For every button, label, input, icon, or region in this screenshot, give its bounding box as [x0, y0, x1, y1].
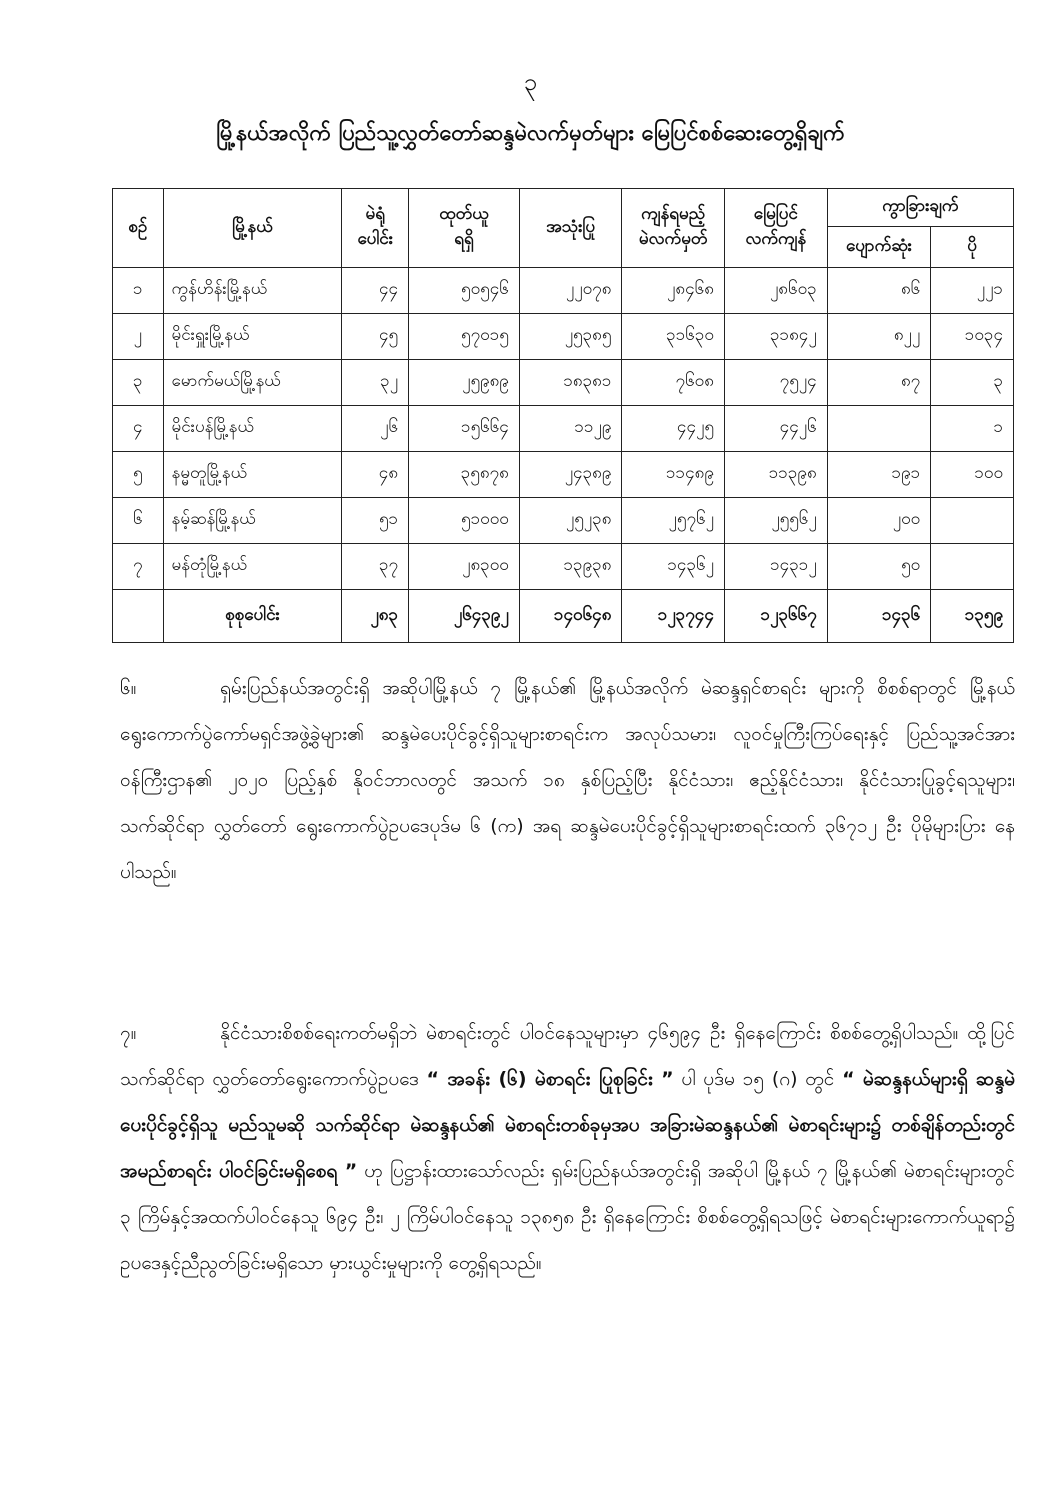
table-row [113, 268, 1014, 314]
cell-remaining: ၃၁၆၃၀ [622, 314, 725, 360]
cell-polling-total: ၃၂ [342, 360, 409, 406]
ballot-table [112, 188, 1014, 643]
cell-polling-total: ၄၈ [342, 452, 409, 498]
cell-remaining: ၄၄၂၅ [622, 406, 725, 452]
header-remaining-l2: မဲလက်မှတ် [638, 229, 708, 249]
header-remaining [622, 189, 725, 268]
cell-issued: ၃၅၈၇၈ [409, 452, 520, 498]
header-polling-total-l1: မဲရုံ [365, 204, 385, 224]
cell-remaining: ၁၄၃၆၂ [622, 544, 725, 590]
cell-township: မောက်မယ်မြို့နယ် [163, 360, 342, 406]
cell-remaining: ၂၈၄၆၈ [622, 268, 725, 314]
table-row [113, 314, 1014, 360]
cell-missing: ၅၀ [827, 544, 931, 590]
header-missing: ပျောက်ဆုံး [827, 227, 931, 268]
total-ground-remaining: ၁၂၃၆၆၇ [724, 590, 827, 643]
paragraph-7-text-b: ပါ ပုဒ်မ ၁၅ (ဂ) တွင် [681, 1068, 835, 1090]
paragraph-6-number: ၆။ [120, 677, 137, 699]
cell-issued: ၁၅၆၆၄ [409, 406, 520, 452]
cell-missing: ၈၆ [827, 268, 931, 314]
cell-no: ၃ [113, 360, 164, 406]
cell-township: နမ္မတူမြို့နယ် [163, 452, 342, 498]
total-remaining: ၁၂၃၇၄၄ [622, 590, 725, 643]
cell-ground-remaining: ၁၁၃၉၈ [724, 452, 827, 498]
cell-missing: ၁၉၁ [827, 452, 931, 498]
total-blank-cell [113, 590, 164, 643]
cell-township: နမ့်ဆန်မြို့နယ် [163, 498, 342, 544]
cell-excess: ၂၂၁ [931, 268, 1014, 314]
cell-used: ၁၁၂၉ [519, 406, 622, 452]
cell-no: ၅ [113, 452, 164, 498]
page-title: မြို့နယ်အလိုက် ပြည်သူ့လွှတ်တော်ဆန္ဒမဲလက်မှတ်များ မြေပြင်စစ်ဆေးတွေ့ရှိချက် [216, 121, 845, 146]
cell-ground-remaining: ၄၄၂၆ [724, 406, 827, 452]
cell-used: ၂၂၀၇၈ [519, 268, 622, 314]
paragraph-7-bold-b: “ မဲဆန္ဒနယ်များရှိ ဆန္ဒမဲပေးပိုင်ခွင့်ရှိသူ မည်သူမဆို သက်ဆိုင်ရာ မဲဆန္ဒနယ်၏ မဲစာရင်းတစ်ခုမှအပ အခြားမဲဆန္ဒနယ်၏ မဲစာရင်းများ၌ တစ်ချိန်တည်းတွင် အမည်စာရင်း ပါဝင်ခြင်းမရှိစေရ ” [120, 1068, 1016, 1182]
total-label: စုစုပေါင်း [163, 590, 342, 643]
header-excess: ပို [931, 227, 1014, 268]
paragraph-7 [120, 1010, 1015, 1286]
cell-excess: ၁၀၃၄ [931, 314, 1014, 360]
cell-used: ၁၈၃၈၁ [519, 360, 622, 406]
cell-ground-remaining: ၁၄၃၁၂ [724, 544, 827, 590]
cell-no: ၂ [113, 314, 164, 360]
header-ground-remaining-l1: မြေပြင် [753, 204, 798, 224]
cell-polling-total: ၄၅ [342, 314, 409, 360]
cell-missing: ၈၇ [827, 360, 931, 406]
header-issued-l1: ထုတ်ယူ [439, 204, 489, 224]
cell-issued: ၂၅၉၈၉ [409, 360, 520, 406]
cell-issued: ၅၁၀၀၀ [409, 498, 520, 544]
total-excess: ၁၃၅၉ [931, 590, 1014, 643]
cell-excess: ၁၀၀ [931, 452, 1014, 498]
table-row [113, 498, 1014, 544]
header-township: မြို့နယ် [163, 189, 342, 268]
header-polling-total [342, 189, 409, 268]
total-polling-total: ၂၈၃ [342, 590, 409, 643]
cell-used: ၂၄၃၈၉ [519, 452, 622, 498]
paragraph-7-text-c: ဟု ပြဋ္ဌာန်းထားသော်လည်း ရှမ်းပြည်နယ်အတွင်းရှိ အဆိုပါ မြို့နယ် ၇ မြို့နယ်၏ မဲစာရင်းများတွင် ၃ ကြိမ်နှင့်အထက်ပါဝင်နေသူ ၆၉၄ ဦး၊ ၂ ကြိမ်ပါဝင်နေသူ ၁၃၈၅၈ ဦး ရှိနေကြောင်း စိစစ်တွေ့ရှိရသဖြင့် မဲစာရင်းများကောက်ယူရာ၌ ဥပဒေနှင့်ညီညွတ်ခြင်းမရှိသော မှားယွင်းမှုများကို တွေ့ရှိရသည်။ [120, 1160, 1016, 1274]
cell-used: ၁၃၉၃၈ [519, 544, 622, 590]
cell-no: ၆ [113, 498, 164, 544]
cell-missing: ၂၀၀ [827, 498, 931, 544]
paragraph-6 [120, 665, 1015, 895]
total-row [113, 590, 1014, 643]
cell-remaining: ၂၅၇၆၂ [622, 498, 725, 544]
cell-ground-remaining: ၃၁၈၄၂ [724, 314, 827, 360]
header-remaining-l1: ကျန်ရမည့် [641, 204, 706, 224]
cell-polling-total: ၂၆ [342, 406, 409, 452]
cell-missing [827, 406, 931, 452]
table-row [113, 406, 1014, 452]
table-row [113, 360, 1014, 406]
cell-township: မိုင်းရှူးမြို့နယ် [163, 314, 342, 360]
header-issued-l2: ရရှိ [454, 229, 474, 249]
cell-excess [931, 498, 1014, 544]
cell-issued: ၂၈၃၀၀ [409, 544, 520, 590]
total-issued: ၂၆၄၃၉၂ [409, 590, 520, 643]
cell-ground-remaining: ၇၅၂၄ [724, 360, 827, 406]
cell-missing: ၈၂၂ [827, 314, 931, 360]
header-ground-remaining [724, 189, 827, 268]
cell-used: ၂၅၃၈၅ [519, 314, 622, 360]
cell-polling-total: ၃၇ [342, 544, 409, 590]
cell-township: မန်တုံမြို့နယ် [163, 544, 342, 590]
table-row [113, 544, 1014, 590]
header-difference: ကွာခြားချက် [827, 189, 1013, 227]
header-polling-total-l2: ပေါင်း [357, 229, 394, 249]
cell-issued: ၅၇၀၁၅ [409, 314, 520, 360]
header-no: စဉ် [113, 189, 164, 268]
paragraph-6-text: ရှမ်းပြည်နယ်အတွင်းရှိ အဆိုပါမြို့နယ် ၇ မြို့နယ်၏ မြို့နယ်အလိုက် မဲဆန္ဒရှင်စာရင်း များကို စိစစ်ရာတွင် မြို့နယ်ရွေးကောက်ပွဲကော်မရှင်အဖွဲ့ခွဲများ၏ ဆန္ဒမဲပေးပိုင်ခွင့်ရှိသူများစာရင်းက အလုပ်သမား၊ လူဝင်မှုကြီးကြပ်ရေးနှင့် ပြည်သူ့အင်အားဝန်ကြီးဌာန၏ ၂၀၂၀ ပြည့်နှစ် နိုဝင်ဘာလတွင် အသက် ၁၈ နှစ်ပြည့်ပြီး နိုင်ငံသား၊ ဧည့်နိုင်ငံသား၊ နိုင်ငံသားပြုခွင့်ရသူများ၊ သက်ဆိုင်ရာ လွှတ်တော် ရွေးကောက်ပွဲဥပဒေပုဒ်မ ၆ (က) အရ ဆန္ဒမဲပေးပိုင်ခွင့်ရှိသူများစာရင်းထက် ၃၆၇၁၂ ဦး ပိုမိုများပြား နေပါသည်။ [120, 677, 1015, 883]
cell-no: ၁ [113, 268, 164, 314]
cell-issued: ၅၀၅၄၆ [409, 268, 520, 314]
cell-excess: ၃ [931, 360, 1014, 406]
paragraph-7-text-a: နိုင်ငံသားစိစစ်ရေးကတ်မရှိဘဲ မဲစာရင်းတွင် ပါဝင်နေသူများမှာ ၄၆၅၉၄ ဦး ရှိနေကြောင်း စိစစ်တွေ့ရှိပါသည်။ ထို့ပြင် သက်ဆိုင်ရာ လွှတ်တော်ရွေးကောက်ပွဲဥပဒေ [120, 1022, 1015, 1090]
cell-excess [931, 544, 1014, 590]
paragraph-7-bold-a: “ အခန်း (၆) မဲစာရင်း ပြုစုခြင်း ” [426, 1068, 674, 1090]
cell-township: မိုင်းပန်မြို့နယ် [163, 406, 342, 452]
cell-ground-remaining: ၂၅၅၆၂ [724, 498, 827, 544]
cell-no: ၇ [113, 544, 164, 590]
cell-township: ကွန်ဟိန်းမြို့နယ် [163, 268, 342, 314]
table-row [113, 452, 1014, 498]
cell-remaining: ၇၆၀၈ [622, 360, 725, 406]
cell-remaining: ၁၁၄၈၉ [622, 452, 725, 498]
page-number: ၃ [523, 68, 538, 96]
header-issued [409, 189, 520, 268]
total-used: ၁၄၀၆၄၈ [519, 590, 622, 643]
header-ground-remaining-l2: လက်ကျန် [745, 229, 807, 249]
paragraph-7-number: ၇။ [120, 1022, 137, 1044]
cell-used: ၂၅၂၃၈ [519, 498, 622, 544]
cell-no: ၄ [113, 406, 164, 452]
cell-polling-total: ၅၁ [342, 498, 409, 544]
total-missing: ၁၄၃၆ [827, 590, 931, 643]
cell-ground-remaining: ၂၈၆၀၃ [724, 268, 827, 314]
cell-polling-total: ၄၄ [342, 268, 409, 314]
header-used: အသုံးပြု [519, 189, 622, 268]
cell-excess: ၁ [931, 406, 1014, 452]
